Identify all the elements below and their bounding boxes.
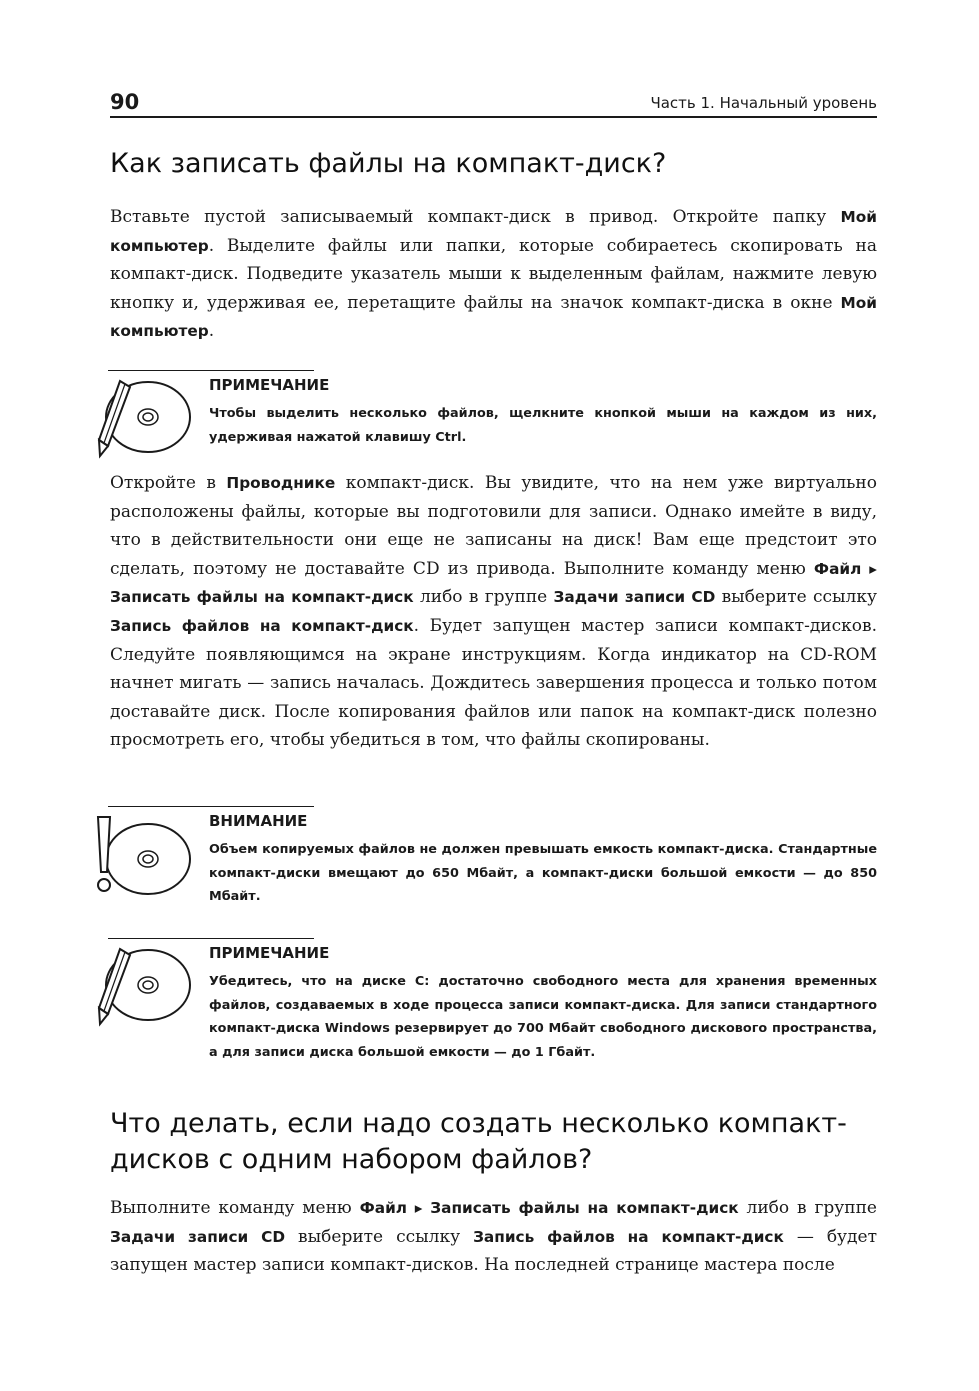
note-title: ПРИМЕЧАНИЕ: [209, 944, 330, 962]
note-text: Убедитесь, что на диске C: достаточно свободного места для хранения временных файлов, создаваемых в ходе процесса записи компакт-диска. Для записи стандартного компакт-диска Windows резервирует до 700 Мбайт свободного дискового пространства, а для записи диска большой емкости — до 1 Гбайт.: [209, 974, 877, 1060]
bold-term: Запись файлов на компакт-диск: [110, 616, 414, 635]
menu-path: Файл ▸ Записать файлы на компакт-диск: [359, 1199, 739, 1217]
pencil-cd-icon: [96, 376, 196, 464]
bold-term: Задачи записи CD: [553, 588, 716, 607]
menu-path: Файл ▸ Записать файлы на компакт-диск: [110, 559, 877, 607]
warning-text: Объем копируемых файлов не должен превышать емкость компакт-диска. Стандартные компакт-диски вмещают до 650 Мбайт, а компакт-диски большой емкости — до 850 Мбайт.: [209, 842, 877, 904]
bold-term: Мой компьютер: [110, 208, 877, 255]
bold-term: Мой компьютер: [110, 293, 877, 341]
note-rule: [108, 370, 314, 371]
note-box: [96, 370, 878, 460]
warning-box: [96, 806, 878, 916]
running-head: Часть 1. Начальный уровень: [650, 94, 877, 112]
page-header: [110, 90, 877, 118]
warning-rule: [108, 806, 314, 807]
pencil-cd-icon: [96, 944, 196, 1032]
bold-term: Задачи записи CD: [110, 1227, 286, 1246]
paragraph: Вставьте пустой записываемый компакт-диск в привод. Откройте папку Мой компьютер. Выделите файлы или папки, которые собираетесь скопировать на компакт-диск. Подведите указатель мыши к выделенным файлам, нажмите левую кнопку и, удерживая ее, перетащите файлы на значок компакт-диска в окне Мой компьютер.: [110, 207, 877, 342]
note-box: [96, 938, 878, 1078]
bold-term: Проводнике: [226, 474, 336, 492]
note-title: ПРИМЕЧАНИЕ: [209, 376, 330, 394]
note-text: Чтобы выделить несколько файлов, щелкните кнопкой мыши на каждом из них, удерживая нажатой клавишу Ctrl.: [209, 406, 877, 445]
note-rule: [108, 938, 314, 939]
warning-title: ВНИМАНИЕ: [209, 812, 308, 830]
paragraph: Выполните команду меню Файл ▸ Записать файлы на компакт-диск либо в группе Задачи записи CD выберите ссылку Запись файлов на компакт-диск — будет запущен мастер записи компакт-дисков. На последней странице мастера после: [110, 1198, 877, 1276]
page-number: 90: [110, 90, 140, 114]
paragraph: Откройте в Проводнике компакт-диск. Вы увидите, что на нем уже виртуально расположены файлы, которые вы подготовили для записи. Однако имейте в виду, что в действительности они еще не записаны на диск! Вам еще предстоит это сделать, поэтому не доставайте CD из привода. Выполните команду меню Файл ▸ Записать файлы на компакт-диск либо в группе Задачи записи CD выберите ссылку Запись файлов на компакт-диск. Будет запущен мастер записи компакт-дисков. Следуйте появляющимся на экране инструкциям. Когда индикатор на CD-ROM начнет мигать — запись началась. Дождитесь завершения процесса и только потом доставайте диск. После копирования файлов или папок на компакт-диск полезно просмотреть его, чтобы убедиться в том, что файлы скопированы.: [110, 473, 877, 751]
section-heading: Что делать, если надо создать несколько компакт-дисков с одним набором файлов?: [110, 1108, 847, 1175]
section-heading: Как записать файлы на компакт-диск?: [110, 148, 667, 179]
exclamation-cd-icon: [96, 812, 196, 900]
bold-term: Запись файлов на компакт-диск: [473, 1227, 784, 1246]
